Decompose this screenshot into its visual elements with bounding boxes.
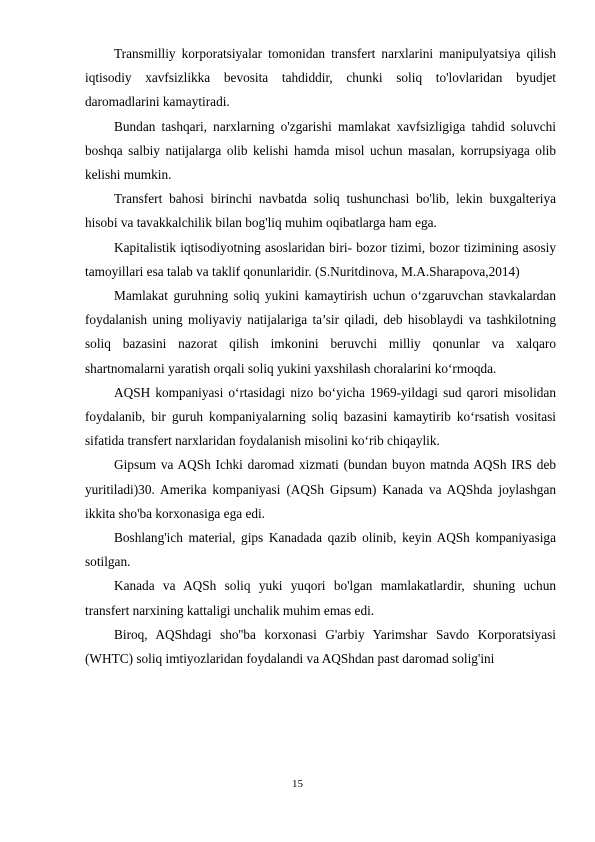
paragraph: AQSH kompaniyasi o‘rtasidagi nizo bo‘yicha 1969-yildagi sud qarori misolidan foydalanib, bir guruh kompaniyalarning soliq bazasini kamaytirib ko‘rsatish vositasi sifatida transfert narxlaridan foydalanish misolini ko‘rib chiqaylik. (85, 384, 556, 449)
paragraph: Gipsum va AQSh Ichki daromad xizmati (bundan buyon matnda AQSh IRS deb yuritiladi)30. Amerika kompaniyasi (AQSh Gipsum) Kanada va AQShda joylashgan ikkita sho'ba korxonasiga ega edi. (85, 457, 556, 521)
paragraph: Transfert bahosi birinchi navbatda soliq tushunchasi bo'lib, lekin buxgalteriya hisobi va tavakkalchilik bilan bog'liq muhim oqibatlarga ham ega. (85, 191, 556, 231)
paragraph: Biroq, AQShdagi sho''ba korxonasi G'arbiy Yarimshar Savdo Korporatsiyasi (WHTC) soliq imtiyozlaridan foydalandi va AQShdan past daromad solig'ini (85, 626, 556, 667)
paragraph: Mamlakat guruhning soliq yukini kamaytirish uchun o‘zgaruvchan stavkalardan foydalanish uning moliyaviy natijalariga ta’sir qiladi, deb hisoblaydi va tashkilotning soliq bazasini nazorat qilish imkonini beruvchi milliy qonunlar va xalqaro shartnomalarni yaratish orqali soliq yukini yaxshilash choralarini ko‘rmoqda. (85, 288, 556, 376)
paragraph: Kapitalistik iqtisodiyotning asoslaridan biri- bozor tizimi, bozor tizimining asosiy tamoyillari esa talab va taklif qonunlaridir. (S.Nuritdinova, M.A.Sharapova,2014) (85, 239, 556, 279)
page-number: 15 (292, 778, 303, 790)
paragraph: Boshlang'ich material, gips Kanadada qazib olinib, keyin AQSh kompaniyasiga sotilgan. (85, 530, 556, 570)
paragraph: Bundan tashqari, narxlarning o'zgarishi mamlakat xavfsizligiga tahdid soluvchi boshqa salbiy natijalarga olib kelishi hamda misol uchun masalan, korrupsiyaga olib kelishi mumkin. (85, 118, 556, 183)
paragraph: Kanada va AQSh soliq yuki yuqori bo'lgan mamlakatlardir, shuning uchun transfert narxining kattaligi unchalik muhim emas edi. (85, 578, 556, 618)
body-text (85, 42, 556, 671)
paragraph: Transmilliy korporatsiyalar tomonidan transfert narxlarini manipulyatsiya qilish iqtisodiy xavfsizlikka bevosita tahdiddir, chunki soliq to'lovlaridan byudjet daromadlarini kamaytiradi. (85, 46, 556, 110)
